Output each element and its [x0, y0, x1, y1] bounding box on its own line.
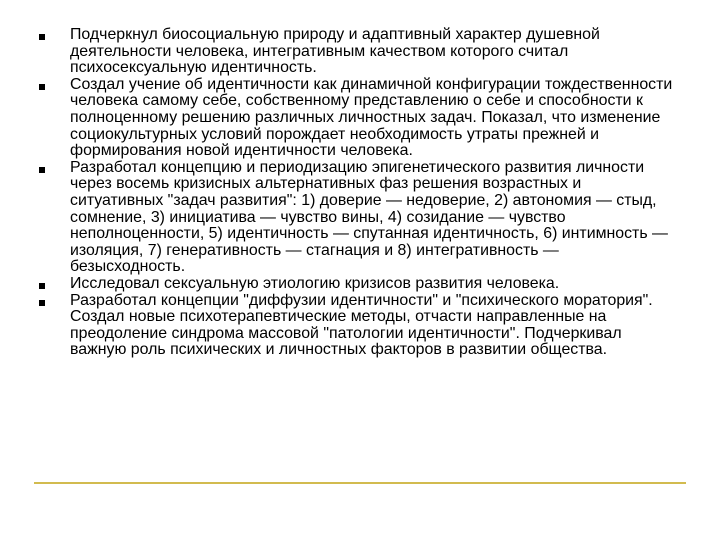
list-item-text: Разработал концепцию и периодизацию эпигенетического развития личности через восемь кризисных альтернативных фаз решения возрастных и ситуативных "задач развития": 1) доверие — недоверие, 2) автономия — стыд, сомнение, 3) инициатива — чувство вины, 4) созидание — чувство неполноценности, 5) идентичность — спутанная идентичность, 6) интимность — изоляция, 7) генеративность — стагнация и 8) интегративность — безысходность. [70, 158, 668, 276]
list-item [38, 27, 678, 77]
list-item-text: Создал учение об идентичности как динамичной конфигурации тождественности человека самому себе, собственному представлению о себе и способности к полноценному решению различных личностных задач. Показал, что изменение социокультурных условий порождает необходимость утраты прежней и формирования новой идентичности человека. [70, 75, 673, 160]
list-item-text: Разработал концепции "диффузии идентичности" и "психического моратория". Создал новые психотерапевтические методы, отчасти направленные на преодоление синдрома массовой "патологии идентичности". Подчеркивал важную роль психических и личностных факторов в развитии общества. [70, 291, 653, 359]
list-item [38, 293, 678, 359]
list-item [38, 77, 678, 160]
square-bullet-icon [39, 167, 45, 173]
list-item-text: Исследовал сексуальную этиологию кризисов развития человека. [70, 274, 560, 292]
bottom-divider [34, 482, 686, 484]
list-item [38, 276, 678, 293]
square-bullet-icon [39, 34, 45, 40]
list-item [38, 160, 678, 276]
square-bullet-icon [39, 300, 45, 306]
list-item-text: Подчеркнул биосоциальную природу и адаптивный характер душевной деятельности человека, интегративным качеством которого считал психосексуальную идентичность. [70, 26, 600, 77]
bullet-list [38, 27, 678, 359]
square-bullet-icon [39, 84, 45, 90]
square-bullet-icon [39, 283, 45, 289]
